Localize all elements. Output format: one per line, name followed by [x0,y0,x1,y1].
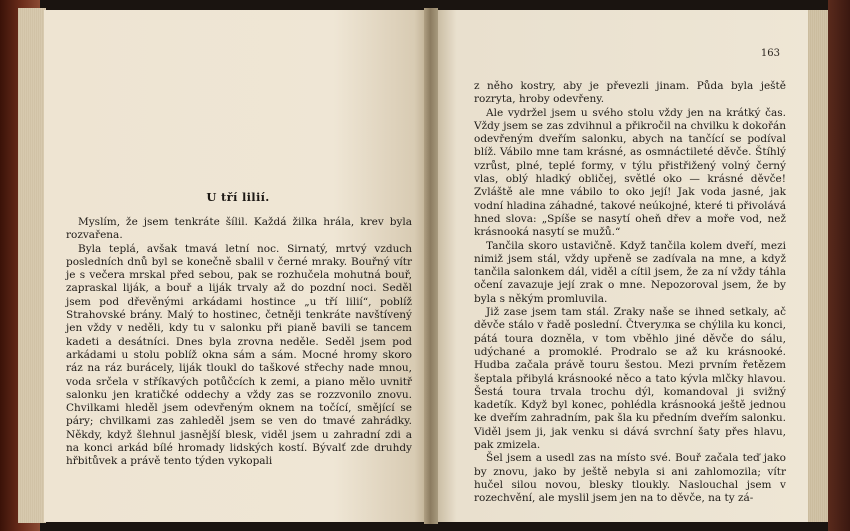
paragraph: Již zase jsem tam stál. Zraky naše se ihned setkaly, ač děvče stálo v řadě poslední. Čtveryлка se chýlila ku konci, pátá toura dozněla, v tom vběhlo jiné děvče do sálu, udýchané a promoklé. Prodralo se až ku krásnooké. Hudba začala právě touru šestou. Mezi prvním řetězem šeptala přibylá krásnooké něco a tato kývla mlčky hlavou. Šestá toura trvala trochu dýl, komandoval ji svižný kadetík. Když byl konec, pohlédla krásnooká ještě jednou ke dveřím zahradním, pak šla ku předním dveřím salonku. Viděl jsem ji, jak venku si dává svrchní šaty přes hlavu, pak zmizela. [474,306,786,452]
paragraph: z něho kostry, aby je převezli jinam. Půda byla ještě rozryta, hroby odevřeny. [474,80,786,106]
paragraph: Šel jsem a usedl zas na místo své. Bouř začala teď jako by znovu, jako by ještě nebyla si ani zahlomozila; vítr hučel silou novou, blesky tloukly. Naslouchal jsem v rozechvění, ale myslil jsem jen na to děvče, na ty zá- [474,452,786,505]
page-edges-left [18,8,46,523]
chapter-title: U tří lilií. [206,190,270,204]
page-number: 163 [760,48,780,59]
paragraph: Myslím, že jsem tenkráte šílil. Každá žilka hrála, krev byla rozvařena. [66,216,412,242]
paragraph: Byla teplá, avšak tmavá letní noc. Sirnatý, mrtvý vzduch posledních dnů byl se konečně sbalil v černé mraky. Bouřný vítr je s večera mrskal před sebou, pak se rozhučela mohutná bouř, zapraskal liják, a bouř a liják trvaly až do pozdní noci. Seděl jsem pod dřevěnými arkádami hostince „u tří lilií“, poblíž Strahovské brány. Malý to hostinec, četněji tenkráte navštívený jen vždy v neděli, kdy tu v salonku při pianě bavili se tancem kadeti a desátníci. Dnes byla zrovna neděle. Seděl jsem pod arkádami u stolu poblíž okna sám a sám. Mocné hromy skoro ráz na ráz burácely, liják tloukl do taškové střechy nade mnou, voda srčela v stříkavých potůčcích k zemi, a piano mělo uvnitř salonku jen kratičké oddechy a vždy zas se rozzvonilo znovu. Chvilkami hleděl jsem odevřeným oknem na točící, smějící se páry; chvilkami zas zahleděl jsem se ven do tmavé zahrádky. Někdy, když šlehnul jasnější blesk, viděl jsem u zahradní zdi a na konci arkád bílé hromady lidských kostí. Bývalť zde druhdy hřbitůvek a právě tento týden vykopali [66,242,412,468]
paragraph: Ale vydržel jsem u svého stolu vždy jen na krátký čas. Vždy jsem se zas zdvihnul a přikročil na chvilku k dokořán odevřeným dveřím salonku, abych na tančící se podíval blíž. Vábilo mne tam krásné, as osmnáctileté děvče. Štíhlý vzrůst, plné, teplé formy, v týlu přistřižený volný černý vlas, oblý hladký obličej, světlé oko — krásné děvče! Zvláště ale mne vábilo to oko její! Jak voda jasné, jak vodní hladina záhadné, takové neúkojné, které ti přivolává hned slova: „Spíše se nasytí oheň dřev a moře vod, než krásnooká nasytí se mužů.“ [474,106,786,239]
book-gutter [424,8,438,524]
book-cover-right [828,0,850,531]
paragraph: Tančila skoro ustavičně. Když tančila kolem dveří, mezi nimiž jsem stál, vždy upřeně se zadívala na mne, a když tančila salonkem dál, viděl a cítil jsem, že za ní vždy táhla očení zavazuje její zrak o mne. Nepozoroval jsem, že by byla s někým promluvila. [474,239,786,305]
right-page-text [474,80,786,506]
left-page-text [66,216,412,469]
